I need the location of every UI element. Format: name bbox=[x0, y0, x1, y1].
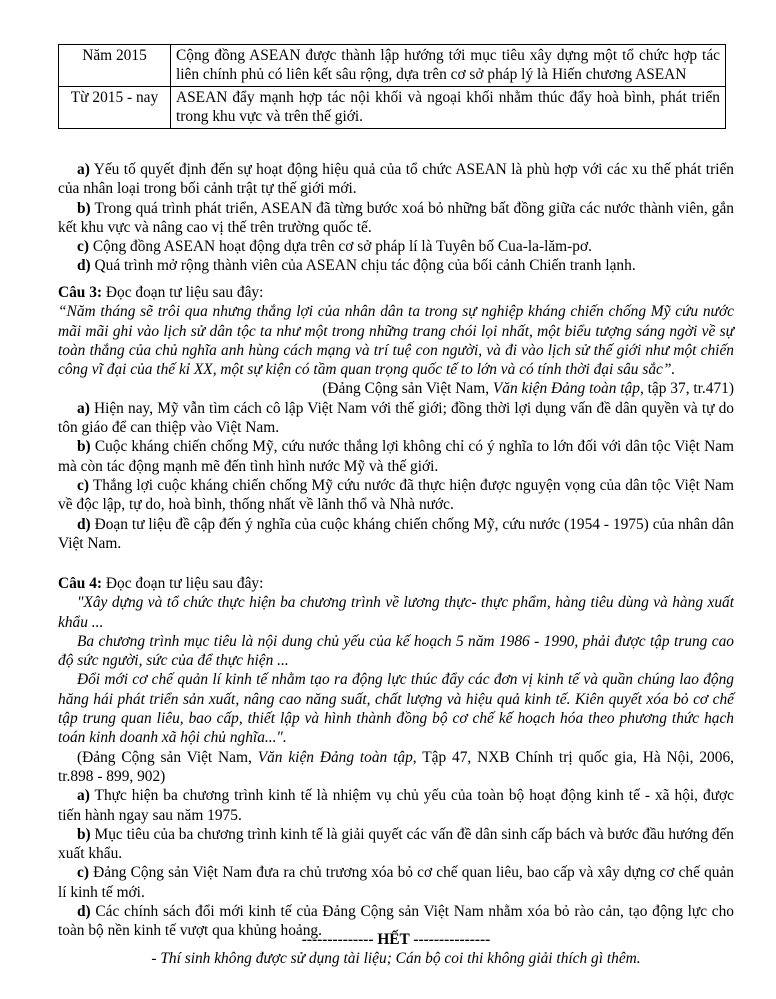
footer-note: - Thí sinh không được sử dụng tài liệu; Cán bộ coi thi không giải thích gì thêm. bbox=[151, 950, 641, 968]
statement-text: Thực hiện ba chương trình kinh tế là nhiệm vụ chủ yếu của toàn bộ hoạt động kinh tế - xã hội, được tiến hành ngay sau năm 1975. bbox=[58, 787, 735, 824]
question-2-statements bbox=[58, 160, 734, 276]
question-label: Câu 3: bbox=[58, 284, 103, 301]
statement-key: c) bbox=[77, 476, 89, 494]
question-3 bbox=[58, 283, 734, 553]
asean-timeline-table bbox=[58, 44, 726, 129]
statement-key: d) bbox=[77, 257, 91, 275]
statement-text: Cộng đồng ASEAN hoạt động dựa trên cơ sở pháp lí là Tuyên bố Cua-la-lăm-pơ. bbox=[92, 238, 592, 256]
table-row bbox=[59, 87, 726, 129]
statement-b bbox=[58, 199, 734, 238]
statement-key: b) bbox=[77, 438, 91, 456]
statement-text: Cuộc kháng chiến chống Mỹ, cứu nước thắng lợi không chỉ có ý nghĩa to lớn đối với dân tộc Việt Nam mà còn tác động mạnh mẽ đến tình hình nước Mỹ và thế giới. bbox=[58, 438, 734, 475]
statement-c bbox=[58, 237, 734, 256]
statement-key: a) bbox=[77, 399, 90, 417]
statement-key: b) bbox=[77, 825, 91, 843]
statement-key: c) bbox=[77, 238, 89, 256]
source-citation: (Đảng Cộng sản Việt Nam, Văn kiện Đảng toàn tập, tập 37, tr.471) bbox=[322, 380, 734, 398]
period-cell: Từ 2015 - nay bbox=[59, 87, 171, 129]
exam-footer bbox=[58, 930, 734, 969]
statement-c bbox=[58, 863, 734, 902]
table-row bbox=[59, 45, 726, 87]
statement-text: Đảng Cộng sản Việt Nam đưa ra chủ trương xóa bỏ cơ chế quan liêu, bao cấp và xây dựng cơ chế quản lí kinh tế mới. bbox=[58, 864, 734, 901]
statement-a bbox=[58, 160, 734, 199]
statement-key: a) bbox=[77, 161, 90, 178]
quoted-passage: Ba chương trình mục tiêu là nội dung chủ yếu của kế hoạch 5 năm 1986 - 1990, phải được tập trung cao độ sức người, sức của để thực hiện ... bbox=[58, 632, 734, 670]
end-mark: -------------- HẾT --------------- bbox=[301, 931, 491, 948]
statement-c bbox=[58, 476, 734, 515]
statement-text: Quá trình mở rộng thành viên của ASEAN chịu tác động của bối cảnh Chiến tranh lạnh. bbox=[94, 257, 636, 275]
statement-b bbox=[58, 437, 734, 476]
statement-key: a) bbox=[77, 787, 90, 805]
statement-a bbox=[58, 786, 734, 825]
statement-text: Các chính sách đổi mới kinh tế của Đảng Cộng sản Việt Nam nhằm xóa bỏ rào cản, tạo động lực cho toàn bộ nền kinh tế vượt qua khủng hoảng. bbox=[58, 903, 734, 940]
quoted-passage: "Xây dựng và tổ chức thực hiện ba chương trình về lương thực- thực phẩm, hàng tiêu dùng và hàng xuất khẩu ... bbox=[58, 594, 734, 631]
statement-d bbox=[58, 256, 734, 275]
statement-key: d) bbox=[77, 903, 91, 921]
quoted-passage: Đổi mới cơ chế quản lí kinh tế nhằm tạo ra động lực thúc đẩy các đơn vị kinh tế và quần chúng lao động hăng hái phát triển sản xuất, nâng cao năng suất, chất lượng và hiệu quả kinh tế. Kiên quyết xóa bỏ cơ chế tập trung quan liêu, bao cấp, thiết lập và hình thành đồng bộ cơ chế kế hoạch hóa theo phương thức hạch toán kinh doanh xã hội chủ nghĩa...". bbox=[58, 671, 734, 747]
statement-text: Yếu tố quyết định đến sự hoạt động hiệu quả của tổ chức ASEAN là phù hợp với các xu thế phát triển của nhân loại trong bối cảnh trật tự thế giới mới. bbox=[58, 161, 735, 198]
event-cell: Cộng đồng ASEAN được thành lập hướng tới mục tiêu xây dựng một tổ chức hợp tác liên chính phủ có liên kết sâu rộng, dựa trên cơ sở pháp lý là Hiến chương ASEAN bbox=[171, 45, 726, 87]
question-prompt: Đọc đoạn tư liệu sau đây: bbox=[102, 284, 264, 301]
statement-text: Hiện nay, Mỹ vẫn tìm cách cô lập Việt Nam với thế giới; đồng thời lợi dụng vấn đề dân quyền và tự do tôn giáo để can thiệp vào Việt Nam. bbox=[58, 399, 734, 437]
statement-d bbox=[58, 515, 734, 554]
statement-a bbox=[58, 399, 734, 438]
statement-text: Mục tiêu của ba chương trình kinh tế là giải quyết các vấn đề dân sinh cấp bách và bước đầu hướng đến xuất khẩu. bbox=[58, 825, 734, 863]
event-cell: ASEAN đẩy mạnh hợp tác nội khối và ngoại khối nhằm thúc đẩy hoà bình, phát triển trong khu vực và trên thế giới. bbox=[171, 87, 726, 129]
statement-b bbox=[58, 825, 734, 864]
question-label: Câu 4: bbox=[58, 575, 103, 592]
question-prompt: Đọc đoạn tư liệu sau đây: bbox=[102, 575, 264, 592]
statement-key: b) bbox=[77, 199, 91, 217]
statement-text: Thắng lợi cuộc kháng chiến chống Mỹ cứu nước đã thực hiện được nguyện vọng của dân tộc Việt Nam về độc lập, tự do, hoà bình, thống nhất về lãnh thổ và Nhà nước. bbox=[58, 476, 734, 514]
question-4 bbox=[58, 574, 734, 941]
statement-text: Trong quá trình phát triển, ASEAN đã từng bước xoá bỏ những bất đồng giữa các nước thành viên, gắn kết khu vực và nâng cao vị thế trên trường quốc tế. bbox=[58, 199, 734, 236]
period-cell: Năm 2015 bbox=[59, 45, 171, 87]
question-heading bbox=[58, 283, 734, 302]
statement-text: Đoạn tư liệu đề cập đến ý nghĩa của cuộc kháng chiến chống Mỹ, cứu nước (1954 - 1975) của nhân dân Việt Nam. bbox=[58, 515, 734, 552]
question-heading bbox=[58, 574, 734, 593]
source-citation: (Đảng Cộng sản Việt Nam, Văn kiện Đảng toàn tập, Tập 47, NXB Chính trị quốc gia, Hà Nội, 2006, tr.898 - 899, 902) bbox=[58, 748, 734, 785]
statement-key: d) bbox=[77, 515, 91, 533]
quoted-passage: “Năm tháng sẽ trôi qua nhưng thắng lợi của nhân dân ta trong sự nghiệp kháng chiến chống Mỹ cứu nước mãi mãi ghi vào lịch sử dân tộc ta như một trong những trang chói lọi nhất, một biểu tượng sáng ngời về sự toàn thắng của chủ nghĩa anh hùng cách mạng và trí tuệ con người, và đi vào lịch sử thế giới như một chiến công vĩ đại của thế kỉ XX, một sự kiện có tầm quan trọng quốc tế to lớn và có tính thời đại sâu sắc”. bbox=[58, 303, 734, 379]
statement-key: c) bbox=[77, 864, 89, 882]
